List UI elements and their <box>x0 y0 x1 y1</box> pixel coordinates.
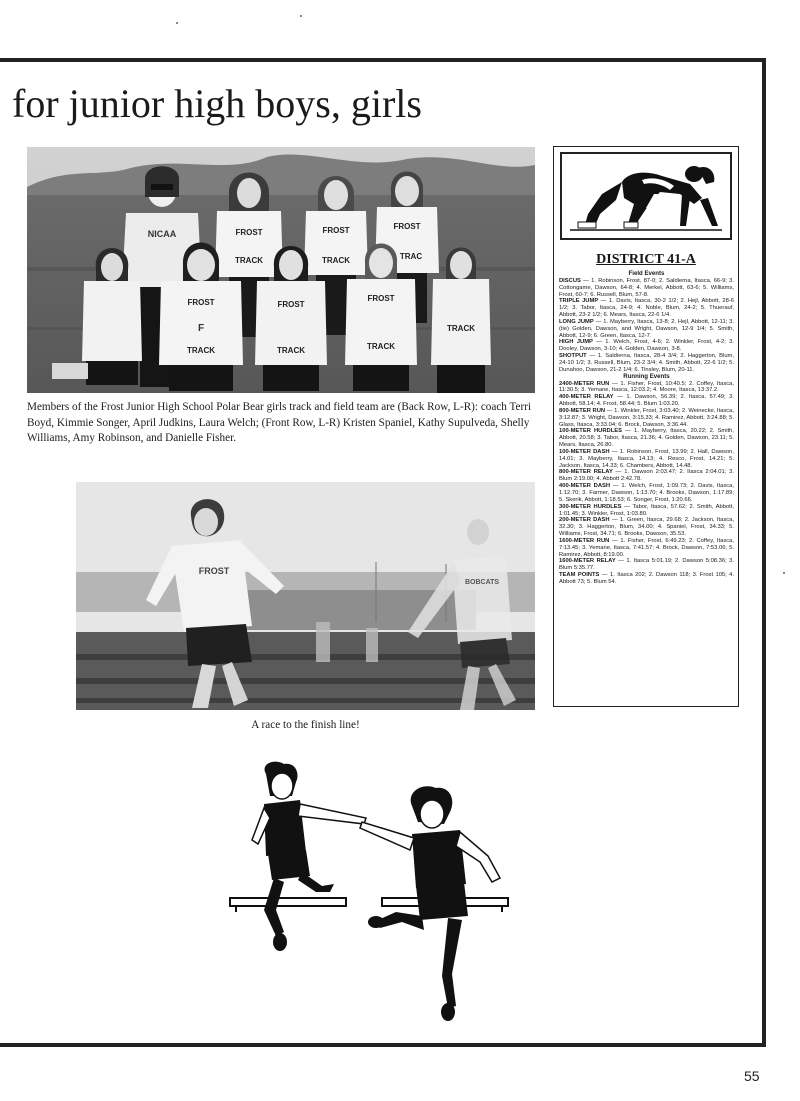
page-frame-bottom <box>0 1043 766 1047</box>
result-entry: 1600-METER RELAY — 1. Itasca 5:01.19; 2. Dawson 5:08.36; 3. Blum 5:35.77. <box>559 558 734 572</box>
svg-text:F: F <box>197 323 205 334</box>
svg-text:TRACK: TRACK <box>277 346 305 355</box>
svg-text:TRAC: TRAC <box>399 252 423 261</box>
svg-text:TRACK: TRACK <box>447 324 475 333</box>
result-entry: 100-METER HURDLES — 1. Mayberry, Itasca, 20.22; 2. Smith, Abbott, 20.58; 3. Tabor, Itasca, 21.36; 4. Golden, Dawson, 23.11; 5. Mears, Itasca, 26.80. <box>559 428 734 449</box>
scan-speck <box>176 22 178 24</box>
result-entry: 2400-METER RUN — 1. Fisher, Frost, 10:40.5; 2. Coffey, Itasca, 11:30.5; 3. Yemane, Itasca, 12:03.2; 4. Moore, Itasca, 13:37.2. <box>559 380 734 394</box>
svg-text:BOBCATS: BOBCATS <box>464 579 500 586</box>
result-entry: HIGH JUMP — 1. Welch, Frost, 4-6; 2. Winkler, Frost, 4-2; 3. Dooley, Dawson, 3-10; 4. Golden, Dawson, 3-8. <box>559 339 734 353</box>
svg-text:FROST: FROST <box>322 226 350 235</box>
svg-text:FROST: FROST <box>277 300 305 309</box>
result-entry: SHOTPUT — 1. Saldierna, Itasca, 28-4 3/4; 2. Haggerton, Blum, 24-10 1/2; 3. Russell, Blum, 23-2 3/4; 4. Smith, Abbott, 22-6 1/2; 5. Dunahoo, Dawson, 21-2 1/4; 6. Tinsley, Blum, 20-11. <box>559 353 734 373</box>
scan-speck <box>783 572 785 574</box>
result-entry: 200-METER DASH — 1. Green, Itasca, 29.68; 2. Jackson, Itasca, 32.30; 3. Haggerton, Blum, 34.00; 4. Spaniel, Frost, 34.33; 5. Williams, Frost, 34.71; 6. Brooks, Dawson, 35.53. <box>559 517 734 538</box>
race-photo <box>76 482 535 710</box>
scan-speck <box>300 15 302 17</box>
svg-text:TRACK: TRACK <box>235 256 263 265</box>
svg-text:FROST: FROST <box>367 294 395 303</box>
svg-text:FROST: FROST <box>187 298 215 307</box>
race-photo-caption: A race to the finish line! <box>251 719 360 731</box>
svg-text:TRACK: TRACK <box>187 346 215 355</box>
coach-shirt-text: NICAA <box>147 229 177 239</box>
team-photo-caption: Members of the Frost Junior High School Polar Bear girls track and field team are (Back Row, L-R): coach Terri Boyd, Kimmie Songer, April Judkins, Laura Welch; (Front Row, L-R) Kristen Spaniel, Kathy Supulveda, Shelly Williams, Amy Robinson, and Danielle Fisher. <box>27 401 532 444</box>
svg-text:FROST: FROST <box>235 228 263 237</box>
svg-text:TRACK: TRACK <box>322 256 350 265</box>
results-title: DISTRICT 41-A <box>596 252 696 267</box>
team-photo <box>27 147 535 393</box>
page-frame-top <box>0 58 765 62</box>
svg-text:FROST: FROST <box>393 222 421 231</box>
result-entry: 300-METER HURDLES — Tabor, Itasca, 57.62; 2. Smith, Abbott, 1:01.45; 3. Winkler, Frost, 1:03.80. <box>559 503 734 517</box>
page-frame-right <box>762 58 766 1047</box>
result-entry: 400-METER RELAY — 1. Dawson, 56.39; 2. Itasca, 57.49; 3. Abbott, 58.14; 4. Frost, 58.44; 5. Blum 1:03.20. <box>559 394 734 408</box>
result-entry: 1600-METER RUN — 1. Fisher, Frost, 6:49.23; 2. Coffey, Itasca, 7:13.45; 3. Yemane, Itasca, 7:41.57; 4. Brock, Dawson, 7:53.06; 5. Ramirez, Abbott, 8:19.00. <box>559 537 734 558</box>
results-body <box>559 271 734 586</box>
result-entry: TEAM POINTS — 1. Itasca 202; 2. Dawson 118; 3. Frost 105; 4. Abbott 73; 5. Blum 54. <box>559 572 734 585</box>
result-entry: LONG JUMP — 1. Mayberry, Itasca, 13-8; 2. Hejl, Abbott, 12-11; 3. (tie) Golden, Dawson, and Wright, Dawson, 12-9 1/4; 5. Smith, Abbott, 12-9; 6. Green, Itasca, 12-7. <box>559 318 734 339</box>
result-entry: 800-METER RUN — 1. Winkler, Frost, 3:03.40; 2. Weinecke, Itasca, 3:12.87; 3. Wright, Dawson, 3:15.33; 4. Ramirez, Abbott, 3:24.88; 5. Glass, Itasca, 3:33.04; 6. Brock, Dawson, 3:36.44. <box>559 407 735 428</box>
page-headline: for junior high boys, girls <box>12 81 422 126</box>
svg-text:TRACK: TRACK <box>367 342 395 351</box>
crouching-runner-illustration <box>560 152 732 240</box>
result-entry: 800-METER RELAY — 1. Dawson 2:03.47; 2. Itasca 2:04.01; 3. Blum 2:19.00; 4. Abbott 2:42.78. <box>559 469 734 483</box>
page-number: 55 <box>744 1068 760 1084</box>
hurdlers-illustration <box>226 760 512 1026</box>
running-events-heading: Running Events <box>623 372 670 380</box>
result-entry: TRIPLE JUMP — 1. Davis, Itasca, 30-2 1/2; 2. Hejl, Abbott, 28-6 1/2; 3. Tabor, Itasca, 24-9; 4. Noble, Blum, 24-2; 5. Thuerauf, Abbott, 23-2 1/2; 6. Mears, Itasca, 22-6 1/4. <box>559 298 734 319</box>
result-entry: 100-METER DASH — 1. Robinson, Frost, 13.99; 2. Hall, Dawson, 14.01; 3. Mayberry, Itasca, 14.13; 4. Resco, Frost, 14.21; 5. Jackson, Itasca, 14.33; 6. Chambers, Abbott, 14.48. <box>559 448 734 469</box>
result-entry: DISCUS — 1. Robinson, Frost, 87-0; 2. Saldierna, Itasca, 66-9; 3. Cottongame, Dawson, 64-8; 4. Merkel, Abbott, 63-6; 5. Williams, Frost, 60-7; 6. Russell, Blum, 57-8. <box>559 277 734 298</box>
district-results-box <box>553 146 739 707</box>
result-entry: 400-METER DASH — 1. Welch, Frost, 1:09.73; 2. Davis, Itasca, 1:12.70; 3. Farmer, Dawson, 1:13.70; 4. Brooks, Dawson, 1:17.89; 5. Skerik, Abbott, 1:18.53; 6. Songer, Frost, 1:20.66. <box>559 483 734 503</box>
field-events-heading: Field Events <box>628 270 665 277</box>
svg-text:FROST: FROST <box>198 566 230 576</box>
